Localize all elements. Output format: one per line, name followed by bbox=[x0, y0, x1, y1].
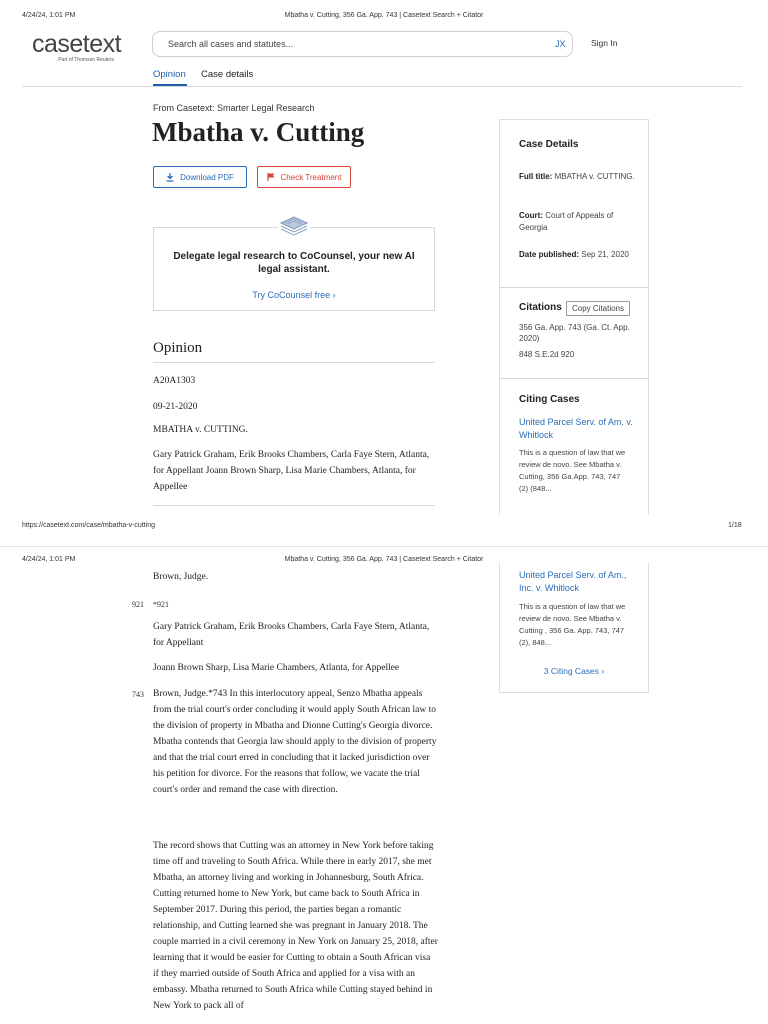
full-title-label: Full title: bbox=[519, 172, 553, 181]
judge-line: Brown, Judge. bbox=[153, 572, 209, 582]
citations-heading: Citations bbox=[519, 302, 562, 313]
download-icon bbox=[166, 173, 174, 182]
citing-cases-sidebar-cont bbox=[499, 563, 649, 693]
citing-case-snippet-2: This is a question of law that we review de novo. See Mbatha v. Cutting , 356 Ga. App. 743, 747 (2), 848... bbox=[519, 602, 626, 647]
print-page-number: 1/18 bbox=[728, 522, 742, 529]
citing-case-snippet: This is a question of law that we review de novo. See Mbatha v. Cutting, 356 Ga.App. 743, 747 (2) (848... bbox=[519, 448, 626, 493]
citing-cases-heading: Citing Cases bbox=[519, 394, 580, 405]
decision-date: 09-21-2020 bbox=[153, 402, 198, 412]
page-marker-921: 921 bbox=[132, 600, 144, 609]
court-value: Court of Appeals of Georgia bbox=[519, 211, 614, 232]
full-title-field bbox=[519, 171, 637, 183]
court-field bbox=[519, 210, 637, 233]
counsel-rule bbox=[153, 505, 435, 506]
case-details-heading: Case Details bbox=[519, 139, 579, 150]
opinion-heading: Opinion bbox=[153, 340, 203, 356]
try-cocounsel-link[interactable] bbox=[154, 290, 434, 300]
page-marker-743: 743 bbox=[132, 690, 144, 699]
view-citing-cases-link[interactable] bbox=[500, 665, 648, 678]
opinion-heading-rule bbox=[153, 362, 435, 363]
jurisdiction-button[interactable]: JX bbox=[555, 39, 566, 49]
date-published-field bbox=[519, 249, 637, 261]
court-label: Court: bbox=[519, 211, 543, 220]
flag-icon bbox=[267, 173, 275, 181]
logo-subtitle: Part of Thomson Reuters bbox=[58, 57, 114, 63]
stack-icon-backdrop bbox=[278, 213, 310, 241]
date-published-value: Sep 21, 2020 bbox=[581, 250, 629, 259]
sign-in-link[interactable]: Sign In bbox=[591, 38, 618, 48]
citing-case-link-2[interactable]: United Parcel Serv. of Am., Inc. v. Whitlock bbox=[519, 570, 627, 593]
print-doc-title-p2: Mbatha v. Cutting, 356 Ga. App. 743 | Casetext Search + Citator bbox=[284, 556, 484, 563]
opinion-paragraph-1: Brown, Judge.*743 In this interlocutory appeal, Senzo Mbatha appeals from the trial court's order concluding it would apply South African law to the division of property in Mbatha and Dionne Cutting's Georgia divorce. Mbatha contends that Georgia law should apply to the division of property and that the trial court erred in concluding that it lacked jurisdiction over his petition for divorce. For the reasons that follow, we vacate the trial court's order and remand the case with direction. bbox=[153, 689, 437, 795]
layers-icon bbox=[278, 213, 310, 241]
counsel-appellant: Gary Patrick Graham, Erik Brooks Chambers, Carla Faye Stern, Atlanta, for Appellant bbox=[153, 622, 430, 648]
tab-opinion[interactable]: Opinion bbox=[153, 69, 186, 80]
sidebar-divider-2 bbox=[500, 378, 648, 379]
logo-wordmark: casetext bbox=[32, 30, 122, 58]
promo-text: Delegate legal research to CoCounsel, your new AI legal assistant. bbox=[173, 251, 415, 275]
print-doc-title: Mbatha v. Cutting, 356 Ga. App. 743 | Casetext Search + Citator bbox=[284, 12, 484, 19]
download-pdf-button[interactable] bbox=[153, 166, 247, 188]
print-datetime: 4/24/24, 1:01 PM bbox=[22, 12, 76, 19]
chevron-right-icon: › bbox=[601, 666, 605, 676]
case-caption: MBATHA v. CUTTING. bbox=[153, 425, 248, 435]
casetext-logo[interactable] bbox=[32, 30, 122, 63]
search-input[interactable]: Search all cases and statutes... bbox=[168, 39, 294, 49]
case-details-sidebar bbox=[499, 119, 649, 515]
opinion-paragraph-2: The record shows that Cutting was an attorney in New York before taking time off and traveling to South Africa. While there in early 2017, she met Mbatha, an attorney living and working in Johannesburg, South Africa. Cutting returned home to New York, but came back to South Africa in September 2017. During this period, the parties began a romantic relationship, and Cutting learned she was pregnant in January 2018. The couple married in a civil ceremony in New York on January 25, 2018, after learning that it would be easier for Cutting to obtain a South African visa if they married outside of South Africa and applied for a visa with an embassy. Mbatha returned to South Africa while Cutting stayed behind in New York to pack all of bbox=[153, 841, 438, 1011]
view-citing-cases-label: 3 Citing Cases bbox=[543, 666, 600, 676]
chevron-right-icon: › bbox=[332, 290, 336, 300]
source-line: From Casetext: Smarter Legal Research bbox=[153, 103, 315, 113]
star-page-921: *921 bbox=[153, 600, 169, 609]
tab-case-details[interactable]: Case details bbox=[201, 69, 254, 80]
search-bar[interactable] bbox=[152, 31, 573, 57]
full-title-value: MBATHA v. CUTTING. bbox=[554, 172, 635, 181]
page-break bbox=[0, 546, 768, 547]
citing-case-link[interactable]: United Parcel Serv. of Am. v. Whitlock bbox=[519, 417, 633, 440]
counsel-appellee: Joann Brown Sharp, Lisa Marie Chambers, Atlanta, for Appellee bbox=[153, 663, 400, 673]
check-treatment-label: Check Treatment bbox=[280, 172, 342, 182]
docket-number: A20A1303 bbox=[153, 376, 196, 386]
sidebar-divider bbox=[500, 287, 648, 288]
try-cocounsel-label: Try CoCounsel free bbox=[252, 290, 331, 300]
citation-official: 356 Ga. App. 743 (Ga. Ct. App. 2020) bbox=[519, 323, 630, 343]
tabs-divider bbox=[22, 86, 742, 87]
citation-regional: 848 S.E.2d 920 bbox=[519, 350, 575, 359]
counsel-listing: Gary Patrick Graham, Erik Brooks Chambers, Carla Faye Stern, Atlanta, for Appellant Joann Brown Sharp, Lisa Marie Chambers, Atlanta, for Appellee bbox=[153, 450, 430, 492]
download-pdf-label: Download PDF bbox=[180, 172, 234, 182]
case-title: Mbatha v. Cutting bbox=[152, 117, 365, 147]
print-url: https://casetext.com/case/mbatha-v-cutting bbox=[22, 522, 156, 529]
copy-citations-button[interactable]: Copy Citations bbox=[566, 301, 630, 316]
date-published-label: Date published: bbox=[519, 250, 580, 259]
check-treatment-button[interactable] bbox=[257, 166, 351, 188]
print-datetime-p2: 4/24/24, 1:01 PM bbox=[22, 556, 76, 563]
